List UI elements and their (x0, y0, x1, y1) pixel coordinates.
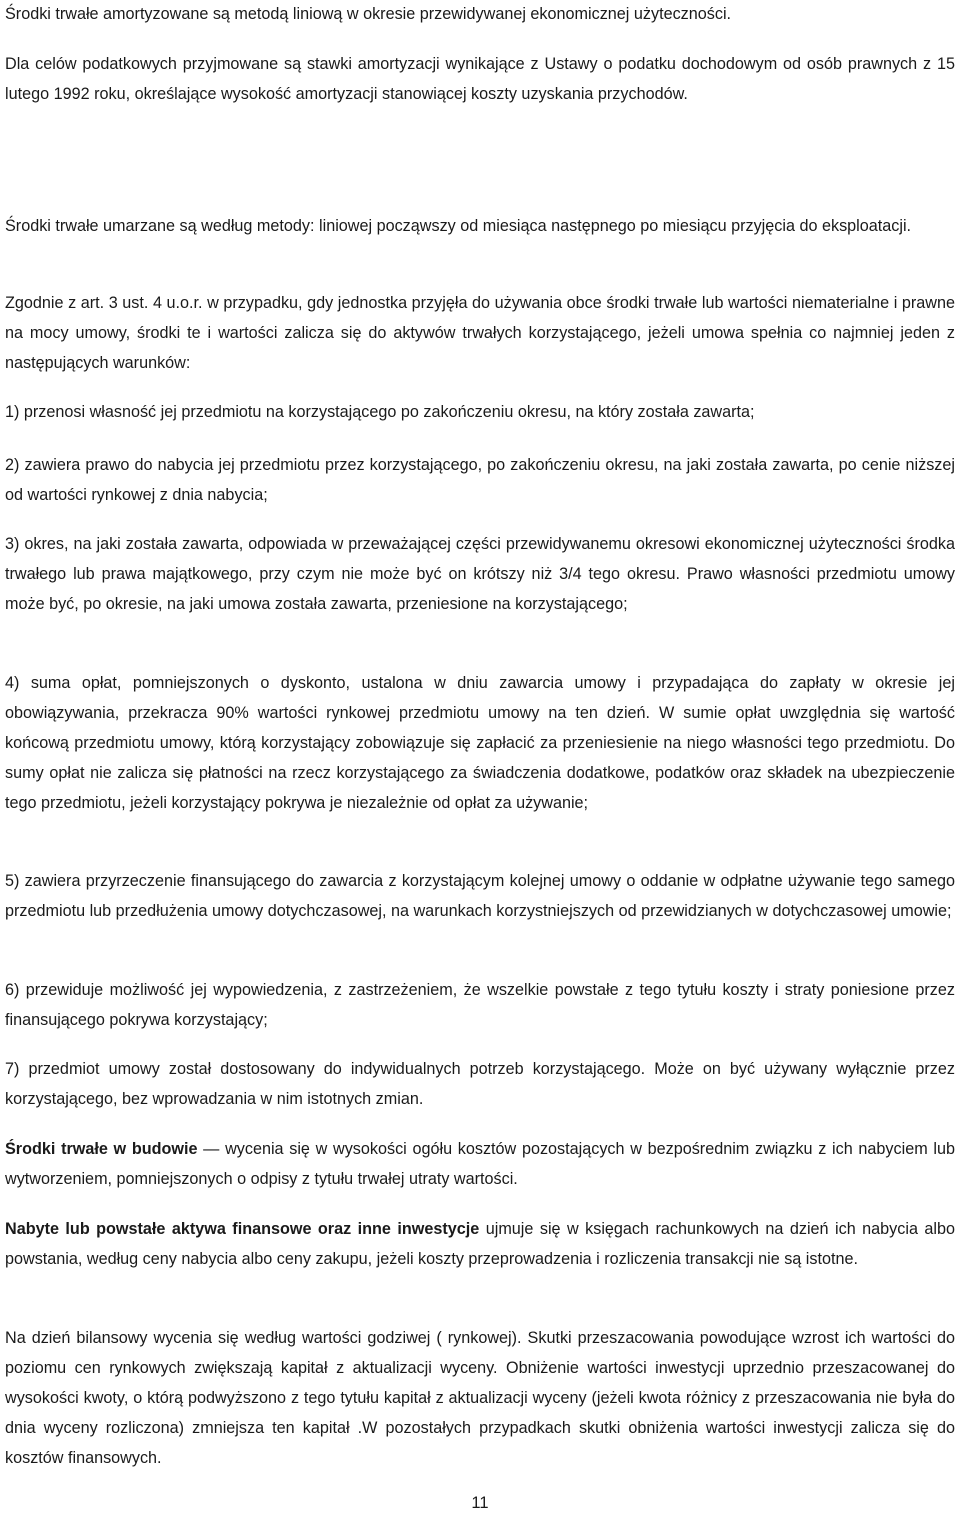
paragraph-balance-sheet-valuation: Na dzień bilansowy wycenia się według wartości godziwej ( rynkowej). Skutki przeszacowania powodujące wzrost ich wartości do poziomu cen rynkowych zwiększają kapitał z aktualizacji wyceny. Obniżenie wartości inwestycji uprzednio przeszacowanej do wysokości kwoty, o którą podwyższono z tego tytułu kapitał z aktualizacji wyceny (jeżeli kwota różnicy z przeszacowania nie była do dnia wyceny rozliczona) zmniejsza ten kapitał .W pozostałych przypadkach skutki obniżenia wartości inwestycji zalicza się do kosztów finansowych. (5, 1329, 955, 1467)
paragraph-condition-2: 2) zawiera prawo do nabycia jej przedmiotu przez korzystającego, po zakończeniu okresu, na jaki została zawarta, po cenie niższej od wartości rynkowej z dnia nabycia; (5, 456, 955, 504)
paragraph-tax-depreciation-rates: Dla celów podatkowych przyjmowane są stawki amortyzacji wynikające z Ustawy o podatku dochodowym od osób prawnych z 15 lutego 1992 roku, określające wysokość amortyzacji stanowiącej koszty uzyskania przychodów. (5, 55, 955, 103)
paragraph-condition-3: 3) okres, na jaki została zawarta, odpowiada w przeważającej części przewidywanemu okresowi ekonomicznej użyteczności środka trwałego lub prawa majątkowego, przy czym nie może być on krótszy niż 3/4 tego okresu. Prawo własności przedmiotu umowy może być, po okresie, na jaki umowa została zawarta, przeniesione na korzystającego; (5, 535, 955, 613)
heading-financial-assets: Nabyte lub powstałe aktywa finansowe oraz inne inwestycje (5, 1220, 480, 1238)
paragraph-condition-4: 4) suma opłat, pomniejszonych o dyskonto, ustalona w dniu zawarcia umowy i przypadająca do zapłaty w okresie jej obowiązywania, przekracza 90% wartości rynkowej przedmiotu umowy na ten dzień. W sumie opłat uwzględnia się wartość końcową przedmiotu umowy, którą korzystający zobowiązuje się zapłacić za przeniesienie na niego własności tego przedmiotu. Do sumy opłat nie zalicza się płatności na rzecz korzystającego za świadczenia dodatkowe, podatków oraz składek na ubezpieczenie tego przedmiotu, jeżeli korzystający pokrywa je niezależnie od opłat za używanie; (5, 674, 955, 812)
paragraph-condition-5: 5) zawiera przyrzeczenie finansującego do zawarcia z korzystającym kolejnej umowy o oddanie w odpłatne używanie tego samego przedmiotu lub przedłużenia umowy dotychczasowej, na warunkach korzystniejszych od przewidzianych w dotychczasowej umowie; (5, 872, 955, 920)
text-financial-assets: ujmuje się w księgach rachunkowych na dzień ich nabycia albo powstania, według ceny nabycia albo ceny zakupu, jeżeli koszty przeprowadzenia i rozliczenia transakcji nie są istotne. (5, 1220, 956, 1268)
paragraph-depreciation-start: Środki trwałe umarzane są według metody: liniowej począwszy od miesiąca następnego po miesiącu przyjęcia do eksploatacji. (5, 217, 912, 235)
paragraph-depreciation-method: Środki trwałe amortyzowane są metodą liniową w okresie przewidywanej ekonomicznej użyteczności. (5, 5, 732, 23)
paragraph-condition-1: 1) przenosi własność jej przedmiotu na korzystającego po zakończeniu okresu, na który została zawarta; (5, 403, 755, 421)
heading-assets-under-construction: Środki trwałe w budowie (5, 1140, 198, 1158)
page-number: 11 (471, 1494, 489, 1512)
paragraph-assets-under-construction (5, 1134, 955, 1194)
paragraph-condition-7: 7) przedmiot umowy został dostosowany do indywidualnych potrzeb korzystającego. Może on być używany wyłącznie przez korzystającego, bez wprowadzania w nim istotnych zmian. (5, 1060, 955, 1108)
paragraph-condition-6: 6) przewiduje możliwość jej wypowiedzenia, z zastrzeżeniem, że wszelkie powstałe z tego tytułu koszty i straty poniesione przez finansującego pokrywa korzystający; (5, 981, 955, 1029)
text-assets-under-construction: — wycenia się w wysokości ogółu kosztów pozostających w bezpośrednim związku z ich nabyciem lub wytworzeniem, pomniejszonych o odpisy z tytułu trwałej utraty wartości. (5, 1140, 955, 1188)
paragraph-leasing-conditions-intro: Zgodnie z art. 3 ust. 4 u.o.r. w przypadku, gdy jednostka przyjęła do używania obce środki trwałe lub wartości niematerialne i prawne na mocy umowy, środki te i wartości zalicza się do aktywów trwałych korzystającego, jeżeli umowa spełnia co najmniej jeden z następujących warunków: (5, 294, 955, 372)
paragraph-financial-assets (5, 1214, 955, 1274)
